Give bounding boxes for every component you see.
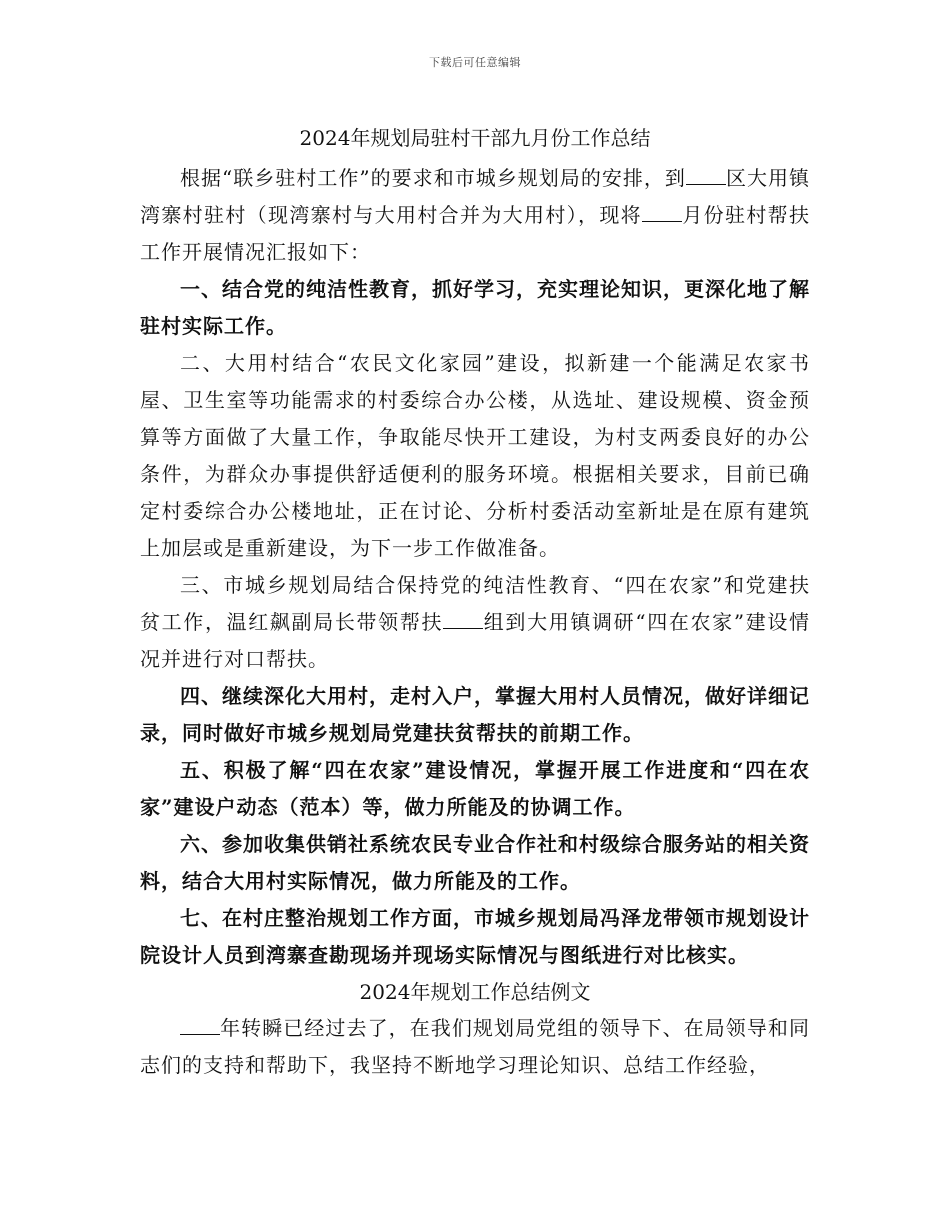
- intro-text-3: 月份驻村帮扶工作开展情况汇报如下：: [140, 203, 811, 264]
- item-6-paragraph: 六、参加收集供销社系统农民专业合作社和村级综合服务站的相关资料，结合大用村实际情况，做力所能及的工作。: [140, 832, 810, 893]
- item-1-paragraph: 一、结合党的纯洁性教育，抓好学习，充实理论知识，更深化地了解驻村实际工作。: [140, 277, 810, 338]
- blank-field: [642, 201, 682, 222]
- intro-text-1: 根据“联乡驻村工作”的要求和市城乡规划局的安排，到: [180, 166, 686, 190]
- item-5-paragraph: 五、积极了解“四在农家”建设情况，掌握开展工作进度和“四在农家”建设户动态（范本）等，做力所能及的协调工作。: [140, 758, 810, 819]
- section-subtitle: 2024年规划工作总结例文: [359, 980, 591, 1004]
- intro-text-2: 区大用镇湾寨村驻村（现湾寨村与大用村合并为大用村），现将: [140, 166, 810, 227]
- item-7-paragraph: 七、在村庄整治规划工作方面，市城乡规划局冯泽龙带领市规划设计院设计人员到湾寨查勘现场并现场实际情况与图纸进行对比核实。: [140, 906, 810, 967]
- item-3-paragraph: [140, 567, 810, 678]
- document-body: [140, 120, 810, 1084]
- closing-text-1: 年转瞬已经过去了，在我们规划局党组的领导下、在局领导和同志们的支持和帮助下，我坚持不断地学习理论知识、总结工作经验，: [140, 1016, 810, 1077]
- blank-field: [443, 608, 483, 629]
- blank-field: [686, 164, 726, 185]
- intro-paragraph: [140, 160, 810, 271]
- header-note: 下载后可任意编辑: [429, 56, 521, 69]
- item-3-text-1: 三、市城乡规划局结合保持党的纯洁性教育、“四在农家”和党建扶贫工作，温红飙副局长带领帮扶: [140, 573, 810, 634]
- item-4-paragraph: 四、继续深化大用村，走村入户，掌握大用村人员情况，做好详细记录，同时做好市城乡规划局党建扶贫帮扶的前期工作。: [140, 684, 810, 745]
- closing-paragraph: [140, 1010, 810, 1084]
- item-3-text-2: 组到大用镇调研“四在农家”建设情况并进行对口帮扶。: [140, 610, 810, 671]
- document-title: 2024年规划局驻村干部九月份工作总结: [299, 126, 651, 150]
- item-2-paragraph: 二、大用村结合“农民文化家园”建设，拟新建一个能满足农家书屋、卫生室等功能需求的村委综合办公楼，从选址、建设规模、资金预算等方面做了大量工作，争取能尽快开工建设，为村支两委良好的办公条件，为群众办事提供舒适便利的服务环境。根据相关要求，目前已确定村委综合办公楼地址，正在讨论、分析村委活动室新址是在原有建筑上加层或是重新建设，为下一步工作做准备。: [140, 351, 810, 560]
- blank-field: [180, 1014, 220, 1035]
